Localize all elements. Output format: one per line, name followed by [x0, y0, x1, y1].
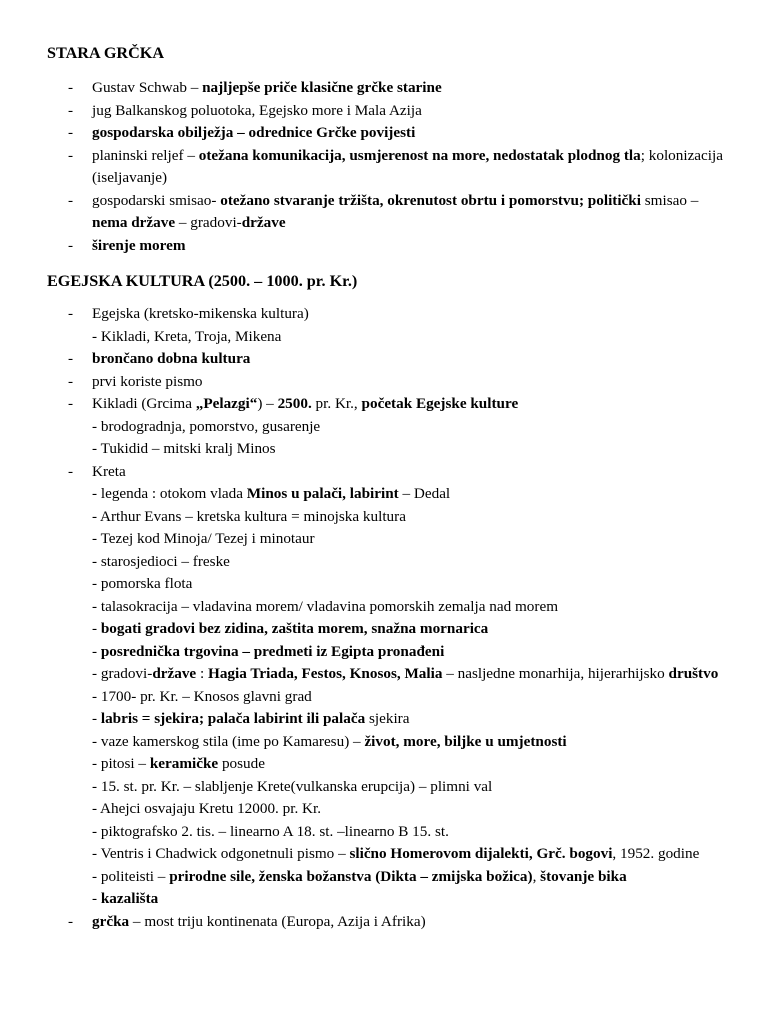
text-segment: - pomorska flota: [92, 575, 193, 592]
bold-text: slično Homerovom dijalekti, Grč. bogovi: [349, 845, 613, 862]
list-line: [92, 145, 730, 190]
text-segment: smisao –: [640, 191, 699, 209]
bold-text: kazališta: [100, 890, 159, 907]
bold-text: Minos u palači, labirint: [246, 485, 399, 502]
bullet-dash: -: [68, 146, 74, 164]
list-line: [92, 483, 730, 506]
list-line: [92, 776, 730, 799]
bold-text: države: [152, 665, 197, 682]
text-segment: , 1952. godine: [612, 845, 700, 862]
list-line: [92, 461, 730, 484]
list-line: [92, 551, 730, 574]
bold-text: najljepše priče klasične grčke starine: [202, 79, 442, 96]
bold-text: posrednička trgovina – predmeti iz Egipta pronađeni: [100, 642, 445, 660]
list-item: [0, 303, 730, 348]
text-segment: planinski reljef –: [92, 146, 199, 164]
section-title-stara-grcka: STARA GRČKA: [47, 44, 165, 62]
list-line: [92, 753, 730, 776]
bold-text: gospodarska obilježja – odrednice Grčke povijesti: [92, 124, 416, 141]
text-segment: - legenda : otokom vlada: [92, 485, 247, 502]
text-segment: - gradovi-: [92, 665, 153, 682]
bold-text: keramičke: [149, 755, 219, 772]
text-segment: Egejska (kretsko-mikenska kultura): [92, 305, 309, 322]
bullet-dash: -: [68, 305, 74, 322]
bullet-dash: -: [68, 395, 74, 412]
text-segment: gospodarski smisao-: [92, 191, 221, 209]
bold-text: grčka: [92, 912, 130, 930]
text-segment: ) –: [257, 395, 278, 412]
text-segment: -: [92, 620, 101, 637]
text-segment: - starosjedioci – freske: [92, 552, 230, 570]
list-line: [92, 190, 730, 235]
bullet-dash: -: [68, 79, 74, 96]
text-segment: - Ahejci osvajaju Kretu 12000. pr. Kr.: [92, 800, 322, 817]
list-item: [0, 348, 730, 371]
list-line: [92, 798, 730, 821]
list-stara-grcka: [0, 77, 730, 257]
text-segment: -: [92, 642, 101, 660]
bullet-dash: -: [68, 236, 74, 254]
list-line: [92, 438, 730, 461]
list-item: [0, 461, 730, 911]
bold-text: društvo: [668, 665, 719, 682]
list-line: [92, 911, 730, 934]
list-line: [92, 866, 730, 889]
text-segment: - piktografsko 2. tis. – linearno A 18. st. –linearno B 15. st.: [92, 822, 449, 840]
bold-text: brončano dobna kultura: [92, 350, 251, 367]
text-segment: :: [196, 665, 208, 682]
text-segment: ; kolonizacija (iseljavanje): [92, 146, 723, 186]
text-segment: jug Balkanskog poluotoka, Egejsko more i Mala Azija: [92, 101, 422, 119]
list-line: [92, 100, 730, 123]
list-item: [0, 911, 730, 934]
text-segment: - 1700- pr. Kr. – Knosos glavni grad: [92, 687, 312, 705]
list-line: [92, 618, 730, 641]
list-line: [92, 708, 730, 731]
text-segment: sjekira: [365, 710, 410, 727]
list-line: [92, 573, 730, 596]
bullet-dash: -: [68, 462, 74, 480]
list-line: [92, 371, 730, 394]
list-line: [92, 843, 730, 866]
list-line: [92, 686, 730, 709]
text-segment: - talasokracija – vladavina morem/ vladavina pomorskih zemalja nad morem: [92, 597, 559, 615]
bullet-dash: -: [68, 191, 74, 209]
text-segment: - brodogradnja, pomorstvo, gusarenje: [92, 417, 321, 435]
text-segment: – most triju kontinenata (Europa, Azija i Afrika): [129, 912, 426, 930]
text-segment: Kreta: [92, 462, 126, 480]
bold-text: labris = sjekira; palača labirint ili palača: [100, 710, 366, 727]
text-segment: – Dedal: [398, 485, 451, 502]
list-line: [92, 888, 730, 911]
text-segment: – gradovi-: [175, 214, 242, 231]
bold-text: države: [241, 214, 286, 231]
text-segment: - Tezej kod Minoja/ Tezej i minotaur: [92, 530, 315, 547]
bold-text: otežana komunikacija, usmjerenost na more, nedostatak plodnog tla: [198, 146, 641, 164]
bold-text: Hagia Triada, Festos, Knosos, Malia: [208, 665, 443, 682]
bold-text: širenje morem: [92, 236, 186, 254]
list-item: [0, 122, 730, 145]
list-item: [0, 145, 730, 190]
section-title-egejska-kultura: EGEJSKA KULTURA (2500. – 1000. pr. Kr.): [47, 272, 358, 290]
text-segment: pr. Kr.,: [311, 395, 362, 412]
list-line: [92, 303, 730, 326]
list-line: [92, 235, 730, 258]
list-line: [92, 326, 730, 349]
list-line: [92, 596, 730, 619]
text-segment: ,: [532, 867, 541, 885]
text-segment: - Tukidid – mitski kralj Minos: [92, 440, 276, 457]
bullet-dash: -: [68, 101, 74, 119]
text-segment: - politeisti –: [92, 867, 170, 885]
text-segment: Gustav Schwab –: [92, 79, 203, 96]
list-line: [92, 506, 730, 529]
list-line: [92, 821, 730, 844]
text-segment: - Arthur Evans – kretska kultura = minojska kultura: [92, 507, 406, 525]
text-segment: - Ventris i Chadwick odgonetnuli pismo –: [92, 845, 350, 862]
list-item: [0, 393, 730, 461]
bold-text: 2500.: [277, 395, 312, 412]
list-item: [0, 235, 730, 258]
text-segment: -: [92, 890, 101, 907]
text-segment: prvi koriste pismo: [92, 372, 203, 390]
text-segment: - pitosi –: [92, 755, 150, 772]
text-segment: - 15. st. pr. Kr. – slabljenje Krete(vulkanska erupcija) – plimni val: [92, 777, 493, 795]
list-line: [92, 393, 730, 416]
bullet-dash: -: [68, 350, 74, 367]
list-item: [0, 100, 730, 123]
list-line: [92, 731, 730, 754]
list-item: [0, 371, 730, 394]
text-segment: - Kikladi, Kreta, Troja, Mikena: [92, 327, 282, 345]
list-line: [92, 528, 730, 551]
list-line: [92, 641, 730, 664]
list-line: [92, 348, 730, 371]
bold-text: nema države: [92, 214, 176, 231]
bold-text: otežano stvaranje tržišta, okrenutost obrtu i pomorstvu; politički: [220, 191, 641, 209]
text-segment: Kikladi (Grcima: [92, 395, 196, 412]
list-item: [0, 77, 730, 100]
list-item: [0, 190, 730, 235]
list-line: [92, 416, 730, 439]
list-line: [92, 122, 730, 145]
list-line: [92, 77, 730, 100]
bullet-dash: -: [68, 912, 74, 930]
text-segment: posude: [218, 755, 265, 772]
bold-text: život, more, biljke u umjetnosti: [364, 732, 567, 750]
bold-text: prirodne sile, ženska božanstva (Dikta – zmijska božica): [169, 867, 533, 885]
bold-text: štovanje bika: [540, 867, 627, 885]
bullet-dash: -: [68, 124, 74, 141]
bullet-dash: -: [68, 372, 74, 390]
text-segment: - vaze kamerskog stila (ime po Kamaresu) –: [92, 732, 365, 750]
bold-text: početak Egejske kulture: [361, 395, 519, 412]
text-segment: -: [92, 710, 101, 727]
bold-text: „Pelazgi“: [195, 395, 258, 412]
bold-text: bogati gradovi bez zidina, zaštita morem, snažna mornarica: [100, 620, 489, 637]
list-egejska-kultura: [0, 303, 730, 933]
text-segment: – nasljedne monarhija, hijerarhijsko: [442, 665, 669, 682]
list-line: [92, 663, 730, 686]
